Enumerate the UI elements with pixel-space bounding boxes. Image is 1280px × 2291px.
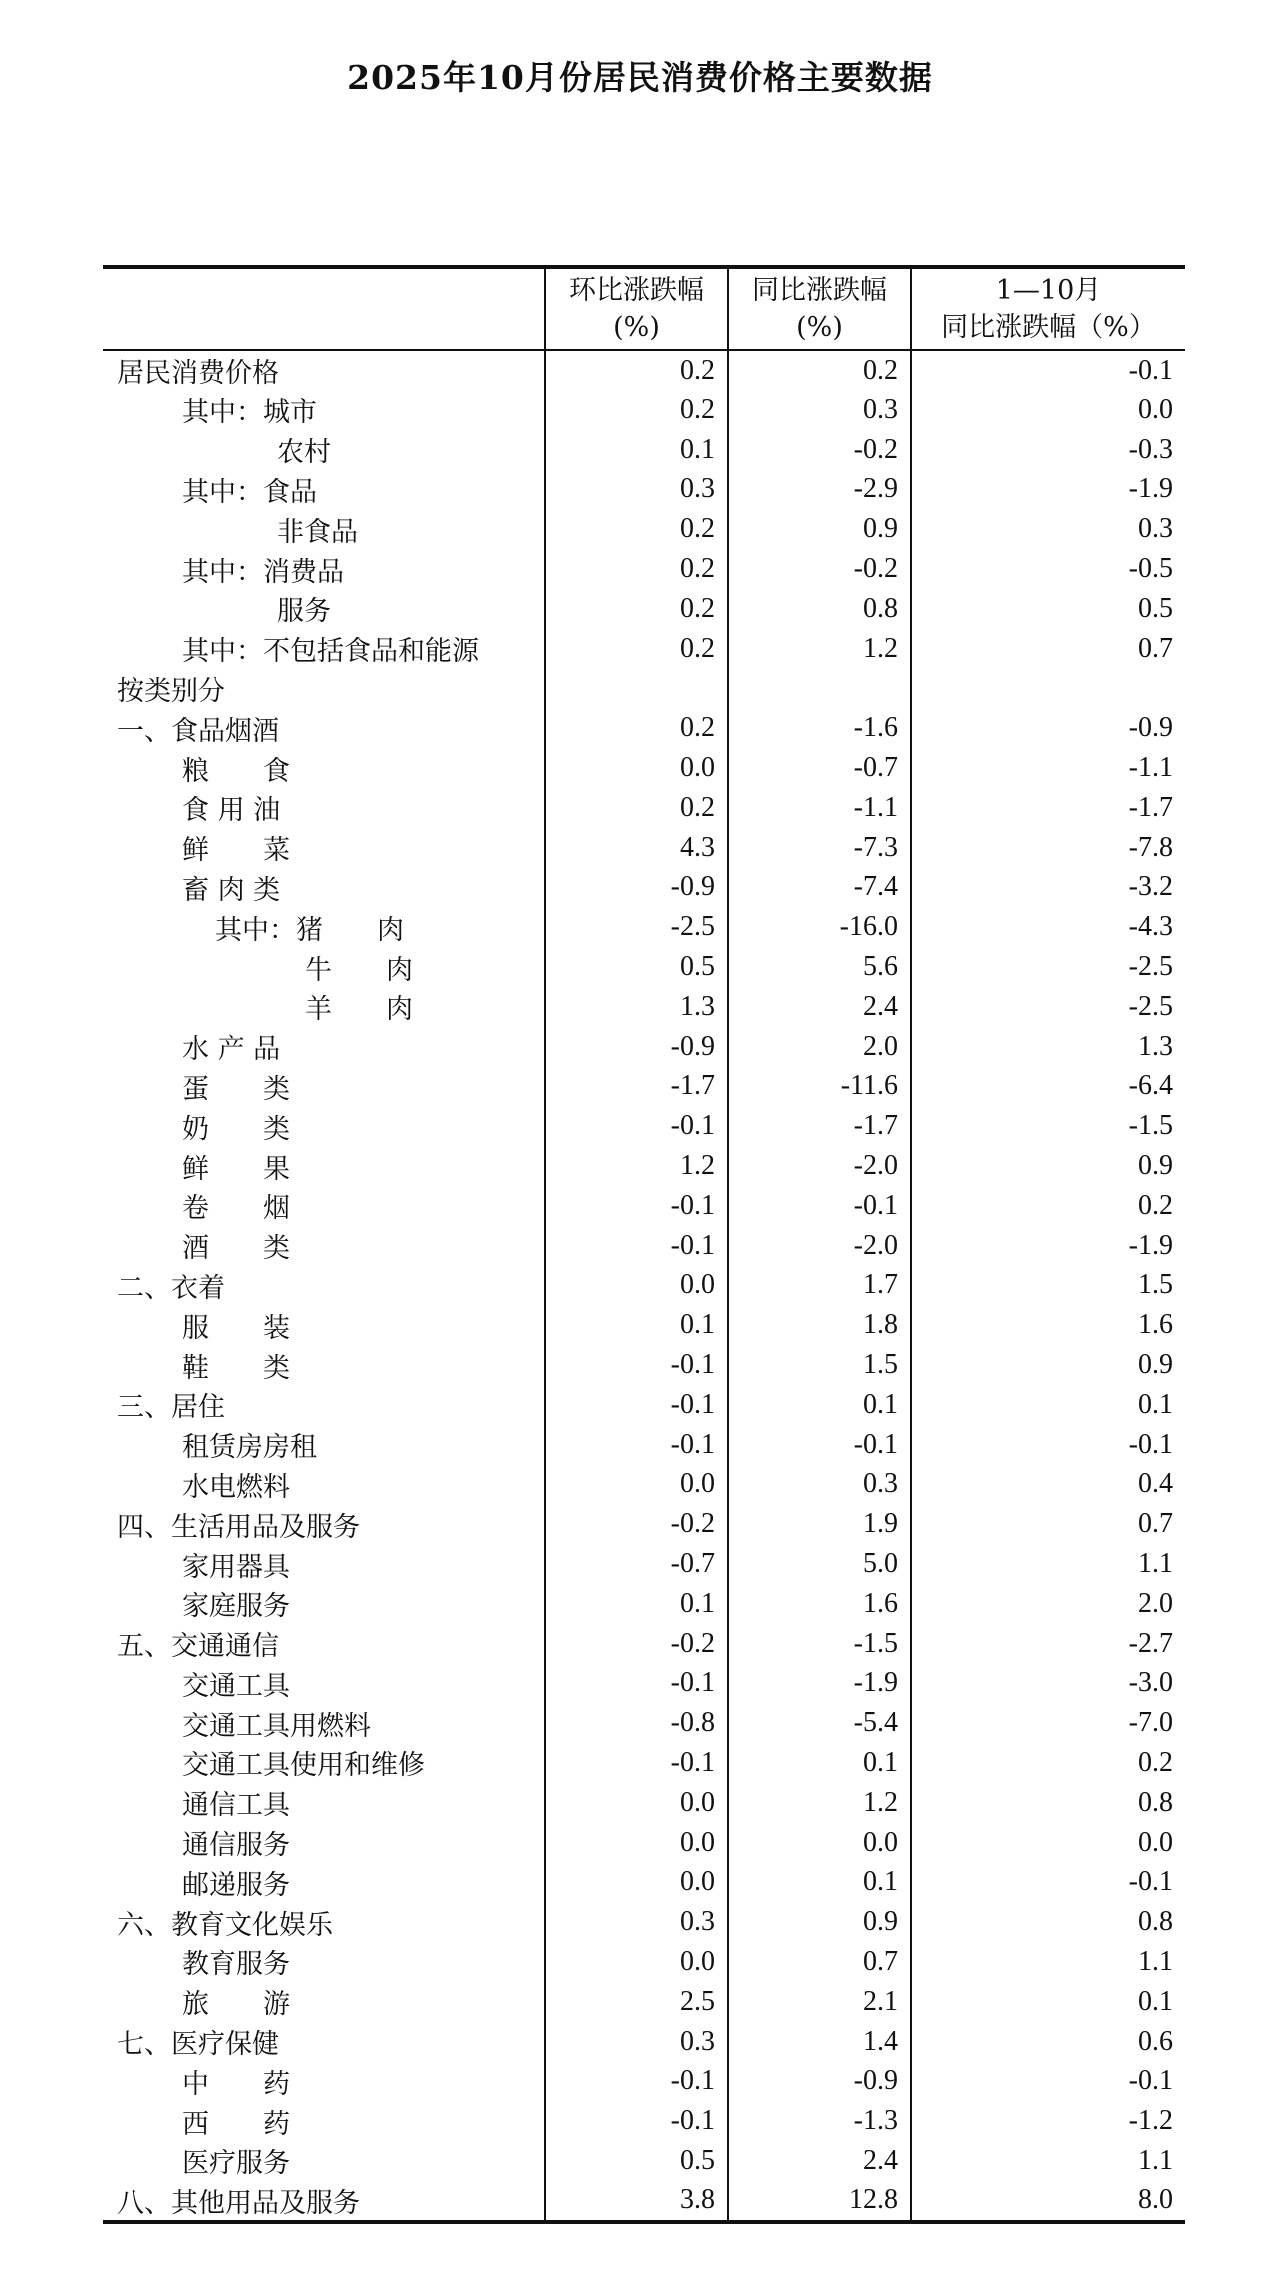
table-row: [103, 1345, 1185, 1385]
row-label: 中 药: [182, 2068, 290, 2100]
row-mom-value: 3.8: [545, 2181, 728, 2222]
row-cumulative-value: -2.5: [911, 987, 1185, 1027]
row-cumulative-value: -7.0: [911, 1703, 1185, 1743]
row-yoy-value: 1.4: [728, 2022, 911, 2062]
row-mom-value: -0.2: [545, 1504, 728, 1544]
row-cumulative-value: 0.7: [911, 1504, 1185, 1544]
row-label: 通信工具: [182, 1790, 290, 1822]
table-row: [103, 1305, 1185, 1345]
table-row: [103, 907, 1185, 947]
row-yoy-value: -7.3: [728, 828, 911, 868]
row-cumulative-value: -0.5: [911, 549, 1185, 589]
table-row: [103, 1186, 1185, 1226]
row-cumulative-value: 1.6: [911, 1305, 1185, 1345]
row-yoy-value: 2.1: [728, 1982, 911, 2022]
table-row: [103, 987, 1185, 1027]
header-yoy-line1: 同比涨跌幅: [752, 275, 887, 306]
row-label: 其中：食品: [182, 476, 317, 508]
row-label: 鲜 菜: [182, 835, 290, 867]
header-yoy-line2: (%): [796, 312, 843, 343]
table-row: [103, 549, 1185, 589]
table-row: [103, 1664, 1185, 1704]
row-yoy-value: 0.0: [728, 1823, 911, 1863]
row-label: 家用器具: [182, 1551, 290, 1583]
table-row: [103, 1624, 1185, 1664]
row-label: 家庭服务: [182, 1591, 290, 1623]
row-cumulative-value: -2.5: [911, 947, 1185, 987]
row-label: 七、医疗保健: [117, 2029, 279, 2061]
row-label: 邮递服务: [182, 1869, 290, 1901]
row-mom-value: -0.1: [545, 1425, 728, 1465]
row-mom-value: -0.1: [545, 2061, 728, 2101]
row-yoy-value: 1.7: [728, 1266, 911, 1306]
row-yoy-value: 0.3: [728, 390, 911, 430]
row-yoy-value: -1.5: [728, 1624, 911, 1664]
row-mom-value: 0.0: [545, 1942, 728, 1982]
table-row: [103, 350, 1185, 390]
row-label: 水电燃料: [182, 1471, 290, 1503]
row-yoy-value: -16.0: [728, 907, 911, 947]
row-label: 通信服务: [182, 1830, 290, 1862]
row-label: 西 药: [182, 2108, 290, 2140]
row-yoy-value: 0.8: [728, 589, 911, 629]
table-row: [103, 1027, 1185, 1067]
header-cumulative: [911, 267, 1185, 350]
row-yoy-value: 0.1: [728, 1743, 911, 1783]
row-mom-value: 0.5: [545, 2141, 728, 2181]
header-cum-line1: 1—10月: [995, 275, 1102, 306]
table-row: [103, 1425, 1185, 1465]
row-mom-value: -0.1: [545, 2101, 728, 2141]
row-mom-value: -0.1: [545, 1106, 728, 1146]
row-yoy-value: 5.6: [728, 947, 911, 987]
table-row: [103, 1862, 1185, 1902]
row-yoy-value: -2.0: [728, 1226, 911, 1266]
row-label: 卷 烟: [182, 1193, 290, 1225]
row-mom-value: 0.0: [545, 1862, 728, 1902]
row-label: 五、交通通信: [117, 1631, 279, 1663]
row-label: 其中：不包括食品和能源: [182, 636, 479, 668]
header-blank: [103, 267, 545, 350]
row-mom-value: 0.1: [545, 1305, 728, 1345]
row-yoy-value: -1.6: [728, 708, 911, 748]
row-yoy-value: 1.9: [728, 1504, 911, 1544]
row-mom-value: 0.5: [545, 947, 728, 987]
row-mom-value: 1.3: [545, 987, 728, 1027]
row-mom-value: 0.2: [545, 788, 728, 828]
row-yoy-value: 0.3: [728, 1465, 911, 1505]
row-cumulative-value: -0.1: [911, 350, 1185, 390]
row-mom-value: -0.2: [545, 1624, 728, 1664]
row-label: 酒 类: [182, 1233, 290, 1265]
header-row: [103, 267, 1185, 350]
row-cumulative-value: -1.1: [911, 748, 1185, 788]
row-label: 四、生活用品及服务: [117, 1511, 360, 1543]
row-cumulative-value: -3.0: [911, 1664, 1185, 1704]
row-yoy-value: 2.4: [728, 2141, 911, 2181]
row-label: 其中：城市: [182, 397, 317, 429]
row-cumulative-value: 0.9: [911, 1345, 1185, 1385]
row-mom-value: 0.2: [545, 629, 728, 669]
table-row: [103, 1465, 1185, 1505]
row-yoy-value: -1.9: [728, 1664, 911, 1704]
row-cumulative-value: -6.4: [911, 1067, 1185, 1107]
row-cumulative-value: -1.2: [911, 2101, 1185, 2141]
row-yoy-value: 1.5: [728, 1345, 911, 1385]
row-mom-value: 0.2: [545, 589, 728, 629]
row-yoy-value: 1.8: [728, 1305, 911, 1345]
row-yoy-value: [728, 669, 911, 709]
row-yoy-value: -0.1: [728, 1186, 911, 1226]
row-mom-value: 0.3: [545, 2022, 728, 2062]
row-label: 八、其他用品及服务: [103, 2181, 545, 2222]
table-row: [103, 1823, 1185, 1863]
row-yoy-value: -1.7: [728, 1106, 911, 1146]
row-cumulative-value: -1.9: [911, 470, 1185, 510]
row-yoy-value: 0.9: [728, 1902, 911, 1942]
header-cum-line2: 同比涨跌幅（%）: [941, 312, 1156, 343]
row-cumulative-value: 0.8: [911, 1902, 1185, 1942]
row-mom-value: 0.2: [545, 390, 728, 430]
row-label: 非食品: [277, 516, 358, 548]
row-label: 其中：消费品: [182, 556, 344, 588]
row-cumulative-value: -0.9: [911, 708, 1185, 748]
row-yoy-value: 0.1: [728, 1862, 911, 1902]
table-row: [103, 1504, 1185, 1544]
table-row: [103, 1067, 1185, 1107]
row-yoy-value: 2.4: [728, 987, 911, 1027]
table-row: [103, 2022, 1185, 2062]
row-cumulative-value: 0.7: [911, 629, 1185, 669]
row-mom-value: 0.2: [545, 350, 728, 390]
row-yoy-value: 1.2: [728, 1783, 911, 1823]
row-mom-value: 0.2: [545, 549, 728, 589]
table-row: [103, 470, 1185, 510]
header-mom-line1: 环比涨跌幅: [569, 275, 704, 306]
table-row: [103, 509, 1185, 549]
row-yoy-value: 1.2: [728, 629, 911, 669]
row-cumulative-value: 1.3: [911, 1027, 1185, 1067]
row-yoy-value: -0.2: [728, 549, 911, 589]
row-cumulative-value: 0.9: [911, 1146, 1185, 1186]
row-cumulative-value: 1.5: [911, 1266, 1185, 1306]
row-mom-value: 0.3: [545, 470, 728, 510]
row-cumulative-value: 0.1: [911, 1385, 1185, 1425]
row-cumulative-value: -4.3: [911, 907, 1185, 947]
row-mom-value: 0.3: [545, 1902, 728, 1942]
row-label: 鲜 果: [182, 1153, 290, 1185]
header-mom-line2: (%): [613, 312, 660, 343]
row-mom-value: 0.2: [545, 708, 728, 748]
row-yoy-value: -5.4: [728, 1703, 911, 1743]
table-row: [103, 1703, 1185, 1743]
row-cumulative-value: [911, 669, 1185, 709]
row-label: 羊 肉: [305, 994, 413, 1026]
table-row: [103, 430, 1185, 470]
row-mom-value: -1.7: [545, 1067, 728, 1107]
row-mom-value: -0.1: [545, 1664, 728, 1704]
row-cumulative-value: 0.5: [911, 589, 1185, 629]
row-yoy-value: 0.1: [728, 1385, 911, 1425]
header-yoy: [728, 267, 911, 350]
row-mom-value: 0.1: [545, 430, 728, 470]
table-row: [103, 2181, 1185, 2222]
table-row: [103, 828, 1185, 868]
row-label: 交通工具用燃料: [182, 1710, 371, 1742]
table-row: [103, 708, 1185, 748]
row-mom-value: 0.2: [545, 509, 728, 549]
row-cumulative-value: -0.1: [911, 2061, 1185, 2101]
row-label: 三、居住: [117, 1392, 225, 1424]
row-label: 居民消费价格: [117, 358, 279, 389]
table-row: [103, 1982, 1185, 2022]
table-row: [103, 947, 1185, 987]
row-label: 二、衣着: [117, 1272, 225, 1304]
row-mom-value: 0.0: [545, 1783, 728, 1823]
row-label: 医疗服务: [182, 2148, 290, 2180]
row-mom-value: 0.0: [545, 1266, 728, 1306]
table-row: [103, 748, 1185, 788]
row-mom-value: -0.1: [545, 1743, 728, 1783]
row-mom-value: 1.2: [545, 1146, 728, 1186]
row-cumulative-value: 2.0: [911, 1584, 1185, 1624]
row-cumulative-value: 1.1: [911, 1942, 1185, 1982]
row-yoy-value: -11.6: [728, 1067, 911, 1107]
table-row: [103, 1902, 1185, 1942]
page-title: 2025年10月份居民消费价格主要数据: [347, 58, 933, 97]
row-cumulative-value: 1.1: [911, 1544, 1185, 1584]
row-cumulative-value: 0.0: [911, 390, 1185, 430]
row-label: 交通工具: [182, 1670, 290, 1702]
row-label: 农村: [277, 437, 331, 469]
row-label: 租赁房房租: [182, 1432, 317, 1464]
table-row: [103, 1146, 1185, 1186]
row-mom-value: -0.9: [545, 1027, 728, 1067]
row-label: 其中：猪 肉: [215, 914, 404, 946]
row-label: 鞋 类: [182, 1352, 290, 1384]
row-yoy-value: -0.1: [728, 1425, 911, 1465]
row-label: 水 产 品: [182, 1034, 281, 1066]
table-row: [103, 589, 1185, 629]
row-mom-value: -0.8: [545, 1703, 728, 1743]
row-mom-value: 0.0: [545, 1823, 728, 1863]
row-yoy-value: 5.0: [728, 1544, 911, 1584]
row-label: 食 用 油: [182, 795, 281, 827]
row-label: 一、食品烟酒: [117, 715, 279, 747]
row-mom-value: -0.1: [545, 1186, 728, 1226]
table-row: [103, 1266, 1185, 1306]
row-mom-value: -2.5: [545, 907, 728, 947]
row-mom-value: -0.1: [545, 1385, 728, 1425]
row-cumulative-value: 0.6: [911, 2022, 1185, 2062]
row-yoy-value: 2.0: [728, 1027, 911, 1067]
row-mom-value: 0.0: [545, 1465, 728, 1505]
row-cumulative-value: 0.0: [911, 1823, 1185, 1863]
row-mom-value: 0.0: [545, 748, 728, 788]
row-cumulative-value: -3.2: [911, 868, 1185, 908]
table-row: [103, 390, 1185, 430]
row-yoy-value: -2.9: [728, 470, 911, 510]
row-label: 教育服务: [182, 1949, 290, 1981]
row-cumulative-value: -2.7: [911, 1624, 1185, 1664]
row-cumulative-value: -1.5: [911, 1106, 1185, 1146]
row-cumulative-value: 8.0: [911, 2181, 1185, 2222]
row-label: 奶 类: [182, 1113, 290, 1145]
row-cumulative-value: 0.3: [911, 509, 1185, 549]
row-mom-value: -0.1: [545, 1226, 728, 1266]
row-cumulative-value: -7.8: [911, 828, 1185, 868]
table-row: [103, 1942, 1185, 1982]
row-label: 牛 肉: [305, 954, 413, 986]
table-row: [103, 1385, 1185, 1425]
row-yoy-value: -2.0: [728, 1146, 911, 1186]
table-row: [103, 2141, 1185, 2181]
row-cumulative-value: 0.2: [911, 1743, 1185, 1783]
row-mom-value: 0.1: [545, 1584, 728, 1624]
row-label: 服务: [277, 596, 331, 628]
row-cumulative-value: 0.1: [911, 1982, 1185, 2022]
row-label: 粮 食: [182, 755, 290, 787]
header-mom: [545, 267, 728, 350]
table-row: [103, 1783, 1185, 1823]
row-mom-value: [545, 669, 728, 709]
row-mom-value: -0.7: [545, 1544, 728, 1584]
table-row: [103, 2061, 1185, 2101]
row-mom-value: 2.5: [545, 1982, 728, 2022]
table-row: [103, 669, 1185, 709]
row-yoy-value: -1.1: [728, 788, 911, 828]
table-row: [103, 1544, 1185, 1584]
table-row: [103, 1226, 1185, 1266]
table-row: [103, 1584, 1185, 1624]
row-cumulative-value: 0.2: [911, 1186, 1185, 1226]
table-row: [103, 2101, 1185, 2141]
table-row: [103, 1743, 1185, 1783]
row-label: 旅 游: [182, 1989, 290, 2021]
row-cumulative-value: 0.8: [911, 1783, 1185, 1823]
row-yoy-value: 12.8: [728, 2181, 911, 2222]
row-yoy-value: -7.4: [728, 868, 911, 908]
row-cumulative-value: -0.1: [911, 1425, 1185, 1465]
row-mom-value: 4.3: [545, 828, 728, 868]
cpi-table: [103, 265, 1185, 2224]
row-yoy-value: -0.2: [728, 430, 911, 470]
row-label: 畜 肉 类: [182, 874, 281, 906]
row-yoy-value: -1.3: [728, 2101, 911, 2141]
row-mom-value: -0.9: [545, 868, 728, 908]
row-cumulative-value: -0.1: [911, 1862, 1185, 1902]
row-label: 按类别分: [117, 675, 225, 707]
row-yoy-value: 0.7: [728, 1942, 911, 1982]
row-label: 蛋 类: [182, 1073, 290, 1105]
table-row: [103, 788, 1185, 828]
row-yoy-value: -0.7: [728, 748, 911, 788]
row-label: 交通工具使用和维修: [182, 1750, 425, 1782]
row-mom-value: -0.1: [545, 1345, 728, 1385]
row-cumulative-value: -1.9: [911, 1226, 1185, 1266]
table-row: [103, 629, 1185, 669]
row-yoy-value: -0.9: [728, 2061, 911, 2101]
table-row: [103, 868, 1185, 908]
row-label: 六、教育文化娱乐: [117, 1909, 333, 1941]
table-row: [103, 1106, 1185, 1146]
row-yoy-value: 0.9: [728, 509, 911, 549]
row-yoy-value: 1.6: [728, 1584, 911, 1624]
row-cumulative-value: -1.7: [911, 788, 1185, 828]
row-cumulative-value: 1.1: [911, 2141, 1185, 2181]
row-yoy-value: 0.2: [728, 350, 911, 390]
row-cumulative-value: -0.3: [911, 430, 1185, 470]
row-cumulative-value: 0.4: [911, 1465, 1185, 1505]
row-label: 服 装: [182, 1312, 290, 1344]
